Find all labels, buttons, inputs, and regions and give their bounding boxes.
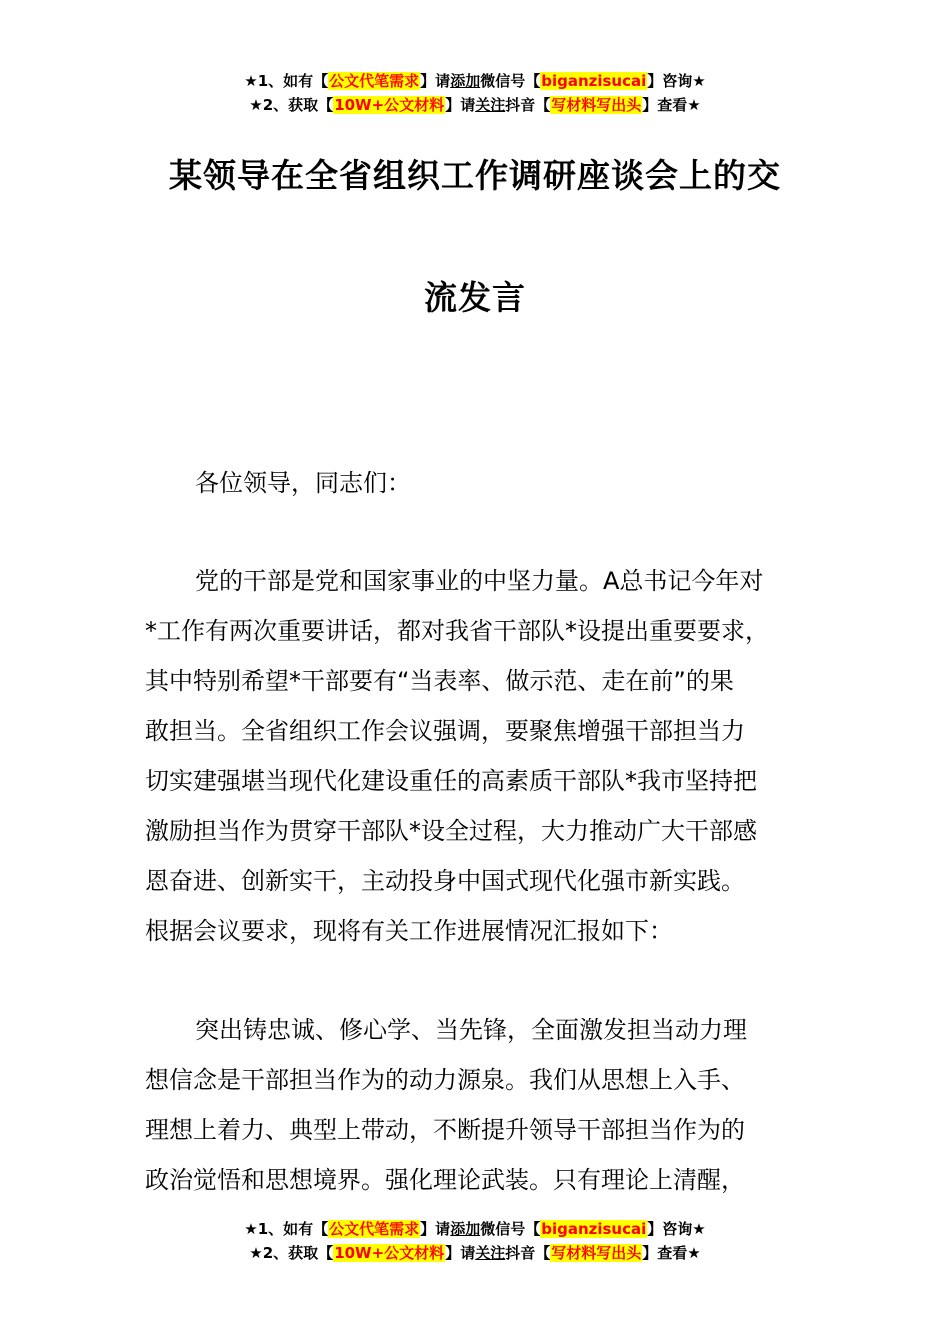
banner-line-1 [0, 1217, 950, 1241]
banner-underline: 添加 [450, 1220, 481, 1238]
banner-highlight: 写材料写出头 [551, 1244, 642, 1262]
banner-highlight: biganzisucai [541, 1220, 647, 1238]
banner-text: ★1、如有【 [244, 1220, 329, 1238]
banner-text: 】查看★ [642, 1244, 701, 1262]
paragraph-1 [145, 556, 835, 956]
text-line: 激励担当作为贯穿干部队*设全过程，大力推动广大干部感 [145, 817, 757, 845]
paragraph-2 [145, 1005, 835, 1205]
banner-highlight: 写材料写出头 [551, 96, 642, 114]
banner-text: 】请 [420, 72, 451, 90]
banner-line-2 [0, 93, 950, 117]
text-line: 恩奋进、创新实干，主动投身中国式现代化强市新实践。 [145, 867, 745, 895]
text-line: 根据会议要求，现将有关工作进展情况汇报如下： [145, 917, 673, 945]
banner-text: 微信号【 [480, 72, 541, 90]
banner-underline: 关注 [475, 1244, 506, 1262]
banner-text: 】咨询★ [647, 72, 706, 90]
document-title-line-1: 某领导在全省组织工作调研座谈会上的交 [169, 156, 781, 195]
banner-text: ★1、如有【 [244, 72, 329, 90]
banner-text: 抖音【 [505, 96, 551, 114]
text-line: 敢担当。全省组织工作会议强调，要聚焦增强干部担当力 [145, 717, 745, 745]
header-banner [0, 69, 950, 117]
banner-text: ★2、获取【 [249, 96, 334, 114]
banner-text: ★2、获取【 [249, 1244, 334, 1262]
banner-highlight: 10W+公文材料 [334, 96, 445, 114]
banner-text: 】请 [420, 1220, 451, 1238]
text-line: *工作有两次重要讲话，都对我省干部队*设提出重要要求， [145, 617, 769, 645]
banner-text: 】咨询★ [647, 1220, 706, 1238]
banner-highlight: biganzisucai [541, 72, 647, 90]
banner-text: 微信号【 [480, 1220, 541, 1238]
banner-underline: 关注 [475, 96, 506, 114]
document-title-line-2: 流发言 [424, 278, 526, 317]
banner-text: 】查看★ [642, 96, 701, 114]
text-line: 政治觉悟和思想境界。强化理论武装。只有理论上清醒， [145, 1166, 745, 1194]
footer-banner [0, 1217, 950, 1265]
text-line: 理想上着力、典型上带动，不断提升领导干部担当作为的 [145, 1116, 745, 1144]
banner-line-2 [0, 1241, 950, 1265]
text-line: 切实建强堪当现代化建设重任的高素质干部队*我市坚持把 [145, 767, 757, 795]
banner-text: 】请 [445, 1244, 476, 1262]
text-line: 突出铸忠诚、修心学、当先锋，全面激发担当动力理 [195, 1016, 747, 1044]
banner-text: 】请 [445, 96, 476, 114]
text-line: 其中特别希望*干部要有“当表率、做示范、走在前”的果 [145, 667, 734, 695]
text-line: 想信念是干部担当作为的动力源泉。我们从思想上入手、 [145, 1066, 745, 1094]
salutation [145, 458, 835, 508]
text-line: 党的干部是党和国家事业的中坚力量。A总书记今年对 [195, 567, 764, 595]
banner-highlight: 公文代笔需求 [329, 1220, 420, 1238]
banner-underline: 添加 [450, 72, 481, 90]
banner-text: 抖音【 [505, 1244, 551, 1262]
banner-highlight: 10W+公文材料 [334, 1244, 445, 1262]
banner-highlight: 公文代笔需求 [329, 72, 420, 90]
banner-line-1 [0, 69, 950, 93]
salutation-text: 各位领导，同志们： [195, 469, 411, 497]
